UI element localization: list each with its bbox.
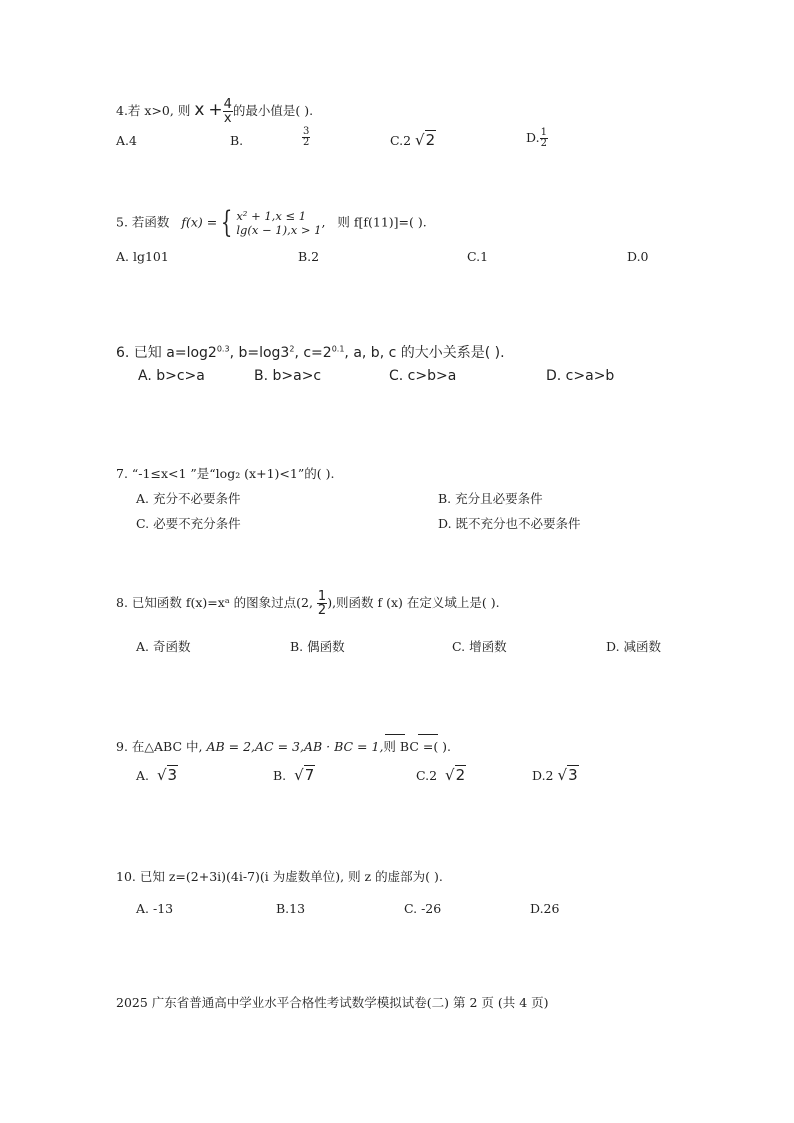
q6-option-b: B. b>a>c xyxy=(254,368,322,384)
q5-option-b: B.2 xyxy=(298,249,320,264)
q7-option-b: B. 充分且必要条件 xyxy=(438,491,543,506)
q9-option-c: C.2 √2 xyxy=(416,766,466,784)
q9-stem: 9. 在△ABC 中, AB = 2,AC = 3,AB · BC = 1,则 BC =( ). xyxy=(116,739,452,754)
q4-option-d: D. $\frac{1}{2}$ xyxy=(526,127,547,149)
q8-option-b: B. 偶函数 xyxy=(290,639,345,654)
q10-stem: 10. 已知 z=(2+3i)(4i-7)(i 为虚数单位), 则 z 的虚部为( ). xyxy=(116,869,443,884)
vector-arrow-bc xyxy=(418,734,438,735)
q5-option-d: D.0 xyxy=(627,249,649,264)
q4-option-b: B. xyxy=(230,133,244,148)
q10-option-b: B.13 xyxy=(276,901,306,916)
q10-option-d: D.26 xyxy=(530,901,560,916)
q7-option-c: C. 必要不充分条件 xyxy=(136,516,241,531)
q6-option-d: D. c>a>b xyxy=(546,368,615,384)
q6-option-a: A. b>c>a xyxy=(138,368,205,384)
vector-arrow-ab xyxy=(385,734,405,735)
q9-option-d: D.2 √3 xyxy=(532,766,578,784)
q6-stem: 6. 已知 $a=\log 2^{0.3}$, $b=\log 3^2$, $c=2^{0.1}$, a, b, c 的大小关系是( ). xyxy=(116,344,505,361)
q8-option-c: C. 增函数 xyxy=(452,639,507,654)
q4-option-c: C.2 √2 xyxy=(390,131,436,149)
q8-option-a: A. 奇函数 xyxy=(136,639,191,654)
q9-option-b: B. √7 xyxy=(273,766,315,784)
q10-option-a: A. -13 xyxy=(136,901,174,916)
q8-stem: 8. 已知函数 f(x)=xᵃ 的图象过点(2, $\frac{1}{2}$ ),则函数 f (x) 在定义域上是( ). xyxy=(116,589,500,618)
q4-fraction: $\frac{4}{x}$ xyxy=(223,97,232,126)
q5-option-c: C.1 xyxy=(467,249,489,264)
q9-vector-expression: AB = 2,AC = 3,AB · BC = 1, xyxy=(206,739,384,754)
q7-option-a: A. 充分不必要条件 xyxy=(136,491,241,506)
q5-stem: 5. 若函数 f(x) = { x² + 1,x ≤ 1 lg(x − 1),x > 1 , 则 f[f(11)]=( ). xyxy=(116,205,427,240)
q7-stem: 7. “-1≤x<1 ”是“log₂ (x+1)<1”的( ). xyxy=(116,466,335,481)
q4-option-a: A.4 xyxy=(116,133,137,148)
q8-option-d: D. 减函数 xyxy=(606,639,662,654)
q5-piecewise: x² + 1,x ≤ 1 lg(x − 1),x > 1 xyxy=(236,209,322,237)
q8-fraction: $\frac{1}{2}$ xyxy=(317,589,327,618)
left-brace-icon: { xyxy=(221,205,233,240)
q10-option-c: C. -26 xyxy=(404,901,442,916)
page-footer: 2025 广东省普通高中学业水平合格性考试数学模拟试卷(二) 第 2 页 (共 4 页) xyxy=(116,995,549,1010)
q6-option-c: C. c>b>a xyxy=(389,368,457,384)
q7-option-d: D. 既不充分也不必要条件 xyxy=(438,516,581,531)
q4-stem: 4.若 x>0, 则 x + $\frac{4}{x}$ 的最小值是( ). xyxy=(116,97,314,126)
q4-option-b-value: $\frac{3}{2}$ xyxy=(303,126,310,148)
q9-option-a: A. √3 xyxy=(136,766,178,784)
q5-option-a: A. lg101 xyxy=(116,249,169,264)
